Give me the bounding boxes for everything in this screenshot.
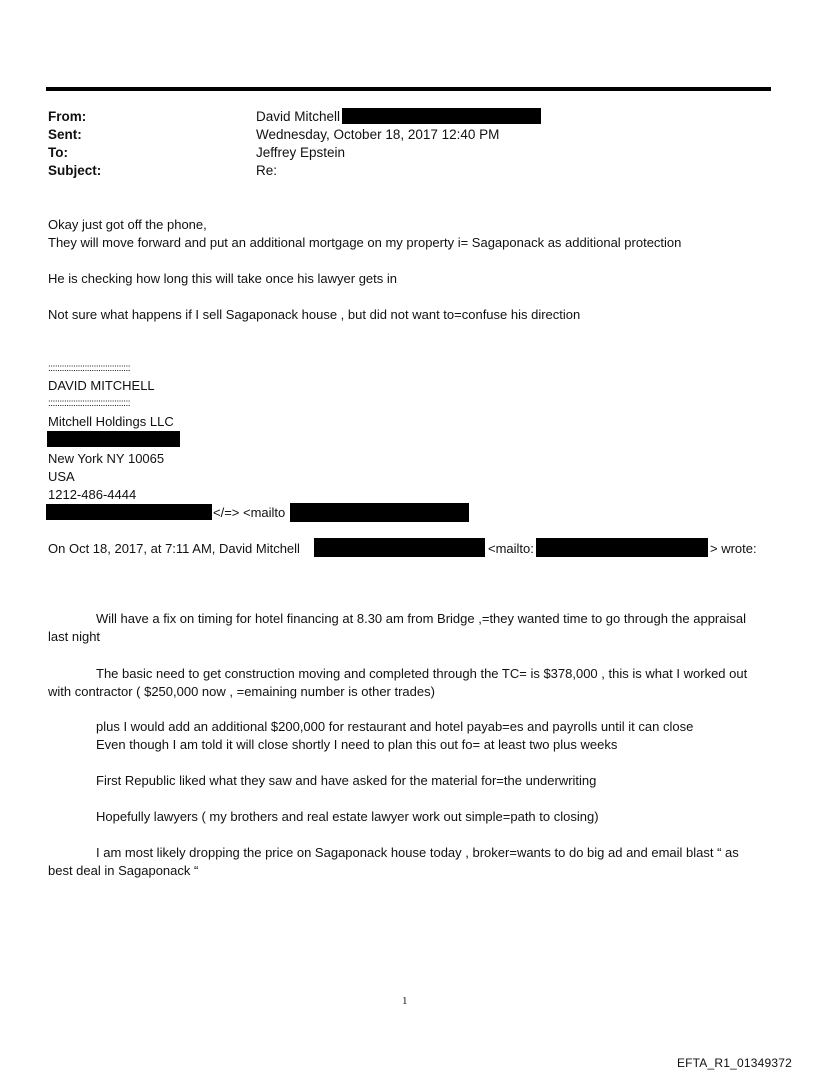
page-number: 1 [402, 995, 408, 1007]
to-value: Jeffrey Epstein [256, 145, 346, 160]
redaction-mailto [290, 503, 469, 522]
redaction-from-email [342, 108, 541, 124]
redaction-address [47, 431, 180, 447]
body-line: Not sure what happens if I sell Sagaponack house , but did not want to=confuse his direction [48, 307, 581, 322]
sent-value: Wednesday, October 18, 2017 12:40 PM [256, 127, 500, 142]
quoted-paragraph: Hopefully lawyers ( my brothers and real estate lawyer work out simple=path to closing) [96, 809, 599, 824]
from-label: From: [48, 109, 87, 124]
sent-label: Sent: [48, 127, 82, 142]
quoted-paragraph: First Republic liked what they saw and have asked for the material for=the underwriting [96, 773, 597, 788]
subject-value: Re: [256, 163, 278, 178]
header-rule [46, 87, 771, 91]
to-label: To: [48, 145, 68, 160]
quote-header-suffix: > wrote: [710, 541, 757, 556]
signature-mailto: </=> <mailto [213, 505, 286, 520]
signature-country: USA [48, 469, 75, 484]
bates-number: EFTA_R1_01349372 [676, 1056, 792, 1070]
redaction-email [46, 504, 212, 520]
quoted-paragraph: Will have a fix on timing for hotel financing at 8.30 am from Bridge ,=they wanted time to go through the appraisal last night [48, 611, 746, 644]
quoted-paragraph: The basic need to get construction moving and completed through the TC= is $378,000 , this is what I worked out with contractor ( $250,000 now , =emaining number is other trades) [48, 666, 748, 699]
signature-separator: :::::::::::::::::::::::::::::::::::: [48, 398, 131, 409]
quote-header-prefix: On Oct 18, 2017, at 7:11 AM, David Mitchell [48, 541, 300, 556]
quoted-line: plus I would add an additional $200,000 for restaurant and hotel payab=es and payrolls until it can close [96, 719, 694, 734]
from-value: David Mitchell [256, 109, 341, 124]
quoted-paragraph: I am most likely dropping the price on Sagaponack house today , broker=wants to do big ad and email blast “ as best deal in Sagaponack “ [48, 845, 739, 878]
quoted-line: Even though I am told it will close shortly I need to plan this out fo= at least two plus weeks [96, 737, 618, 752]
subject-label: Subject: [48, 163, 102, 178]
body-line: They will move forward and put an additional mortgage on my property i= Sagaponack as additional protection [48, 235, 682, 250]
redaction-sender-mailto [536, 538, 708, 557]
redaction-sender-email [314, 538, 485, 557]
signature-separator: :::::::::::::::::::::::::::::::::::: [48, 363, 131, 374]
quote-header-mailto: <mailto: [488, 541, 534, 556]
body-line: Okay just got off the phone, [48, 217, 207, 232]
signature-name: DAVID MITCHELL [48, 378, 155, 393]
signature-city: New York NY 10065 [48, 451, 165, 466]
signature-phone: 1212-486-4444 [48, 487, 137, 502]
body-line: He is checking how long this will take once his lawyer gets in [48, 271, 398, 286]
signature-company: Mitchell Holdings LLC [48, 414, 174, 429]
